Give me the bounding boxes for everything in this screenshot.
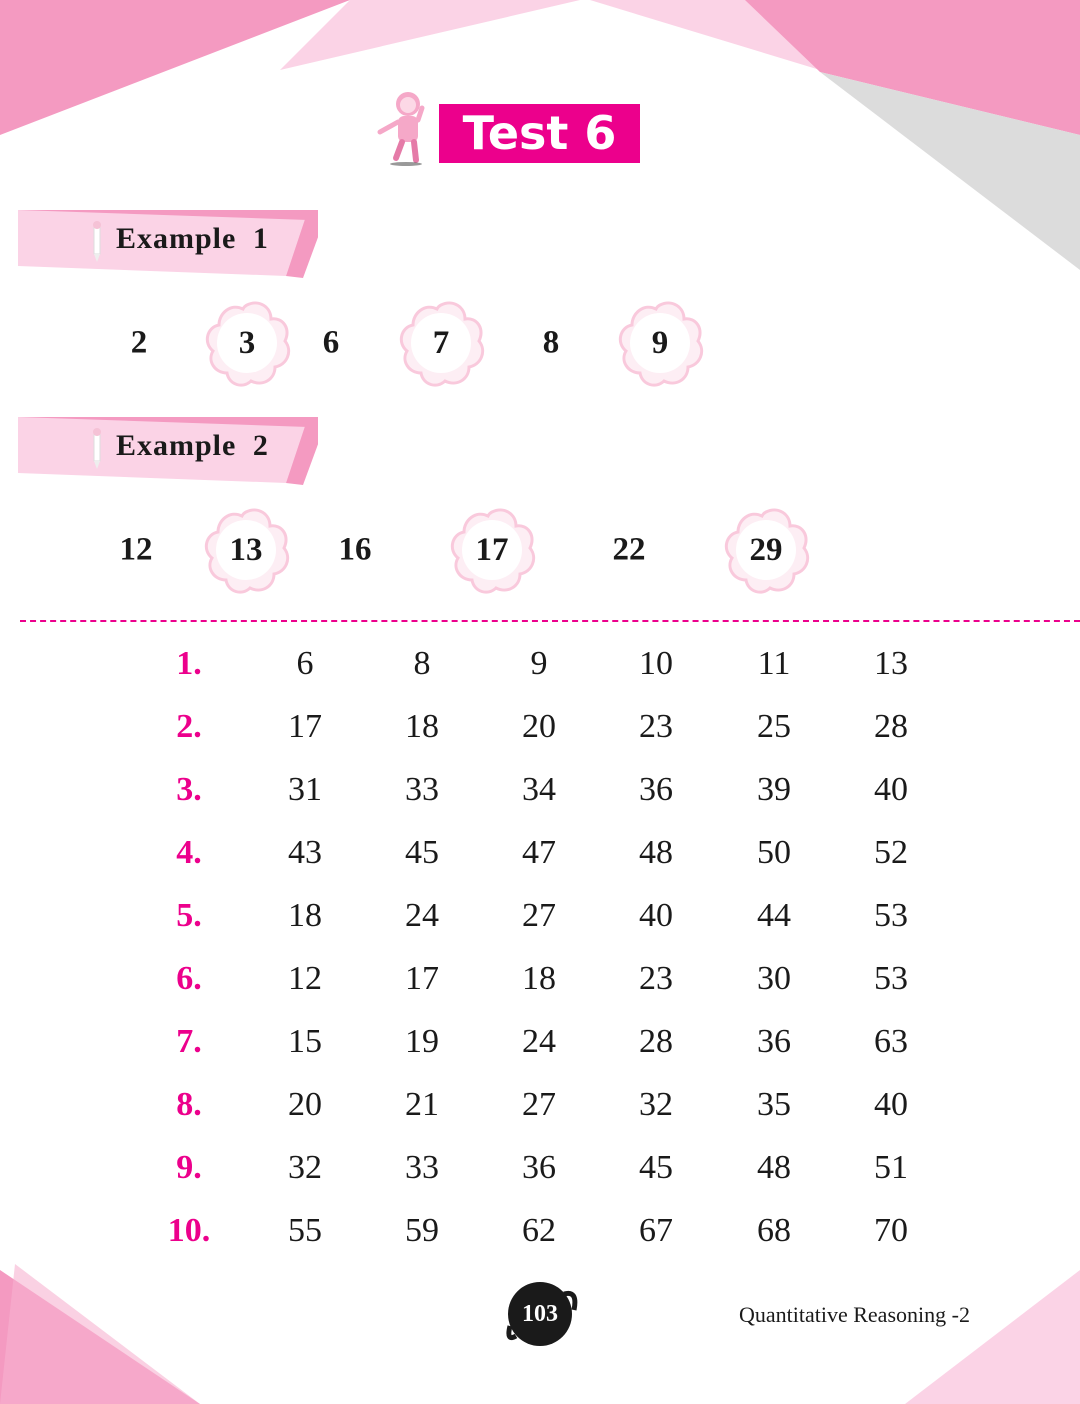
problem-value[interactable]: 12	[288, 960, 322, 997]
problem-value[interactable]: 53	[874, 960, 908, 997]
problem-value[interactable]: 28	[874, 708, 908, 745]
problem-number: 4.	[176, 834, 202, 871]
sequence-number-circled: 29	[749, 532, 783, 568]
problem-number: 9.	[176, 1149, 202, 1186]
sequence-number-circled: 9	[651, 325, 669, 361]
page-number-badge	[504, 1280, 578, 1350]
sequence-number: 12	[119, 531, 153, 568]
example-2-label: Example 2	[116, 429, 269, 462]
problem-value[interactable]: 32	[288, 1149, 322, 1186]
problem-row	[0, 828, 1080, 878]
problem-number: 7.	[176, 1023, 202, 1060]
problem-value[interactable]: 36	[522, 1149, 556, 1186]
sequence-number: 8	[542, 324, 560, 361]
example-2-banner	[18, 417, 318, 487]
sequence-number: 16	[338, 531, 372, 568]
problem-value[interactable]: 40	[874, 771, 908, 808]
problem-value[interactable]: 20	[522, 708, 556, 745]
problem-value[interactable]: 47	[522, 834, 556, 871]
problem-value[interactable]: 40	[874, 1086, 908, 1123]
problem-value[interactable]: 9	[530, 645, 548, 682]
book-title: Quantitative Reasoning -2	[739, 1302, 970, 1327]
flower-answer-circle	[201, 297, 293, 389]
problem-value[interactable]: 23	[639, 960, 673, 997]
problem-value[interactable]: 35	[757, 1086, 791, 1123]
problem-number: 1.	[176, 645, 202, 682]
problem-value[interactable]: 43	[288, 834, 322, 871]
pencil-icon	[90, 427, 104, 471]
problem-value[interactable]: 48	[757, 1149, 791, 1186]
problem-value[interactable]: 34	[522, 771, 556, 808]
problem-value[interactable]: 63	[874, 1023, 908, 1060]
problem-value[interactable]: 45	[405, 834, 439, 871]
problem-value[interactable]: 8	[413, 645, 431, 682]
problem-number: 6.	[176, 960, 202, 997]
sequence-number-circled: 7	[432, 325, 450, 361]
problem-value[interactable]: 68	[757, 1212, 791, 1249]
page-title: Test 6	[439, 104, 640, 163]
problem-value[interactable]: 36	[757, 1023, 791, 1060]
problem-row	[0, 765, 1080, 815]
flower-answer-circle	[200, 504, 292, 596]
problem-value[interactable]: 24	[405, 897, 439, 934]
problem-value[interactable]: 31	[288, 771, 322, 808]
problem-value[interactable]: 18	[288, 897, 322, 934]
page-number: 103	[522, 1301, 558, 1327]
example-1-label: Example 1	[116, 222, 269, 255]
problem-value[interactable]: 32	[639, 1086, 673, 1123]
problem-value[interactable]: 18	[405, 708, 439, 745]
problem-row	[0, 954, 1080, 1004]
problem-value[interactable]: 70	[874, 1212, 908, 1249]
flower-answer-circle	[614, 297, 706, 389]
problem-number: 3.	[176, 771, 202, 808]
problem-value[interactable]: 17	[288, 708, 322, 745]
problem-value[interactable]: 20	[288, 1086, 322, 1123]
problem-value[interactable]: 33	[405, 1149, 439, 1186]
problem-value[interactable]: 36	[639, 771, 673, 808]
problem-value[interactable]: 33	[405, 771, 439, 808]
problem-number: 10.	[167, 1212, 211, 1249]
problem-row	[0, 1206, 1080, 1256]
problem-number: 2.	[176, 708, 202, 745]
problem-value[interactable]: 28	[639, 1023, 673, 1060]
problem-value[interactable]: 24	[522, 1023, 556, 1060]
flower-answer-circle	[446, 504, 538, 596]
problem-row	[0, 639, 1080, 689]
problem-value[interactable]: 30	[757, 960, 791, 997]
problem-value[interactable]: 67	[639, 1212, 673, 1249]
problem-value[interactable]: 40	[639, 897, 673, 934]
problem-value[interactable]: 25	[757, 708, 791, 745]
section-divider	[20, 620, 1080, 622]
problem-value[interactable]: 39	[757, 771, 791, 808]
problem-value[interactable]: 59	[405, 1212, 439, 1249]
problem-value[interactable]: 50	[757, 834, 791, 871]
problem-value[interactable]: 62	[522, 1212, 556, 1249]
sequence-number: 22	[612, 531, 646, 568]
problem-value[interactable]: 13	[874, 645, 908, 682]
problem-row	[0, 891, 1080, 941]
problem-value[interactable]: 19	[405, 1023, 439, 1060]
sequence-number: 2	[130, 324, 148, 361]
problem-value[interactable]: 52	[874, 834, 908, 871]
problem-row	[0, 1017, 1080, 1067]
problem-value[interactable]: 48	[639, 834, 673, 871]
problem-row	[0, 1143, 1080, 1193]
problem-value[interactable]: 15	[288, 1023, 322, 1060]
problem-row	[0, 702, 1080, 752]
example-1-banner	[18, 210, 318, 280]
problem-value[interactable]: 44	[757, 897, 791, 934]
problem-value[interactable]: 18	[522, 960, 556, 997]
problem-value[interactable]: 17	[405, 960, 439, 997]
problem-value[interactable]: 53	[874, 897, 908, 934]
problem-number: 8.	[176, 1086, 202, 1123]
problem-value[interactable]: 21	[405, 1086, 439, 1123]
sequence-number-circled: 17	[475, 532, 509, 568]
sequence-number-circled: 3	[238, 325, 256, 361]
sequence-number-circled: 13	[229, 532, 263, 568]
problem-row	[0, 1080, 1080, 1130]
mascot-icon	[376, 88, 436, 166]
problem-number: 5.	[176, 897, 202, 934]
problem-value[interactable]: 10	[639, 645, 673, 682]
flower-answer-circle	[720, 504, 812, 596]
problem-value[interactable]: 51	[874, 1149, 908, 1186]
pencil-icon	[90, 220, 104, 264]
problem-value[interactable]: 27	[522, 1086, 556, 1123]
problem-value[interactable]: 27	[522, 897, 556, 934]
problem-value[interactable]: 23	[639, 708, 673, 745]
sequence-number: 6	[322, 324, 340, 361]
flower-answer-circle	[395, 297, 487, 389]
problem-value[interactable]: 55	[288, 1212, 322, 1249]
problem-value[interactable]: 45	[639, 1149, 673, 1186]
problem-value[interactable]: 11	[757, 645, 791, 682]
problem-value[interactable]: 6	[296, 645, 314, 682]
